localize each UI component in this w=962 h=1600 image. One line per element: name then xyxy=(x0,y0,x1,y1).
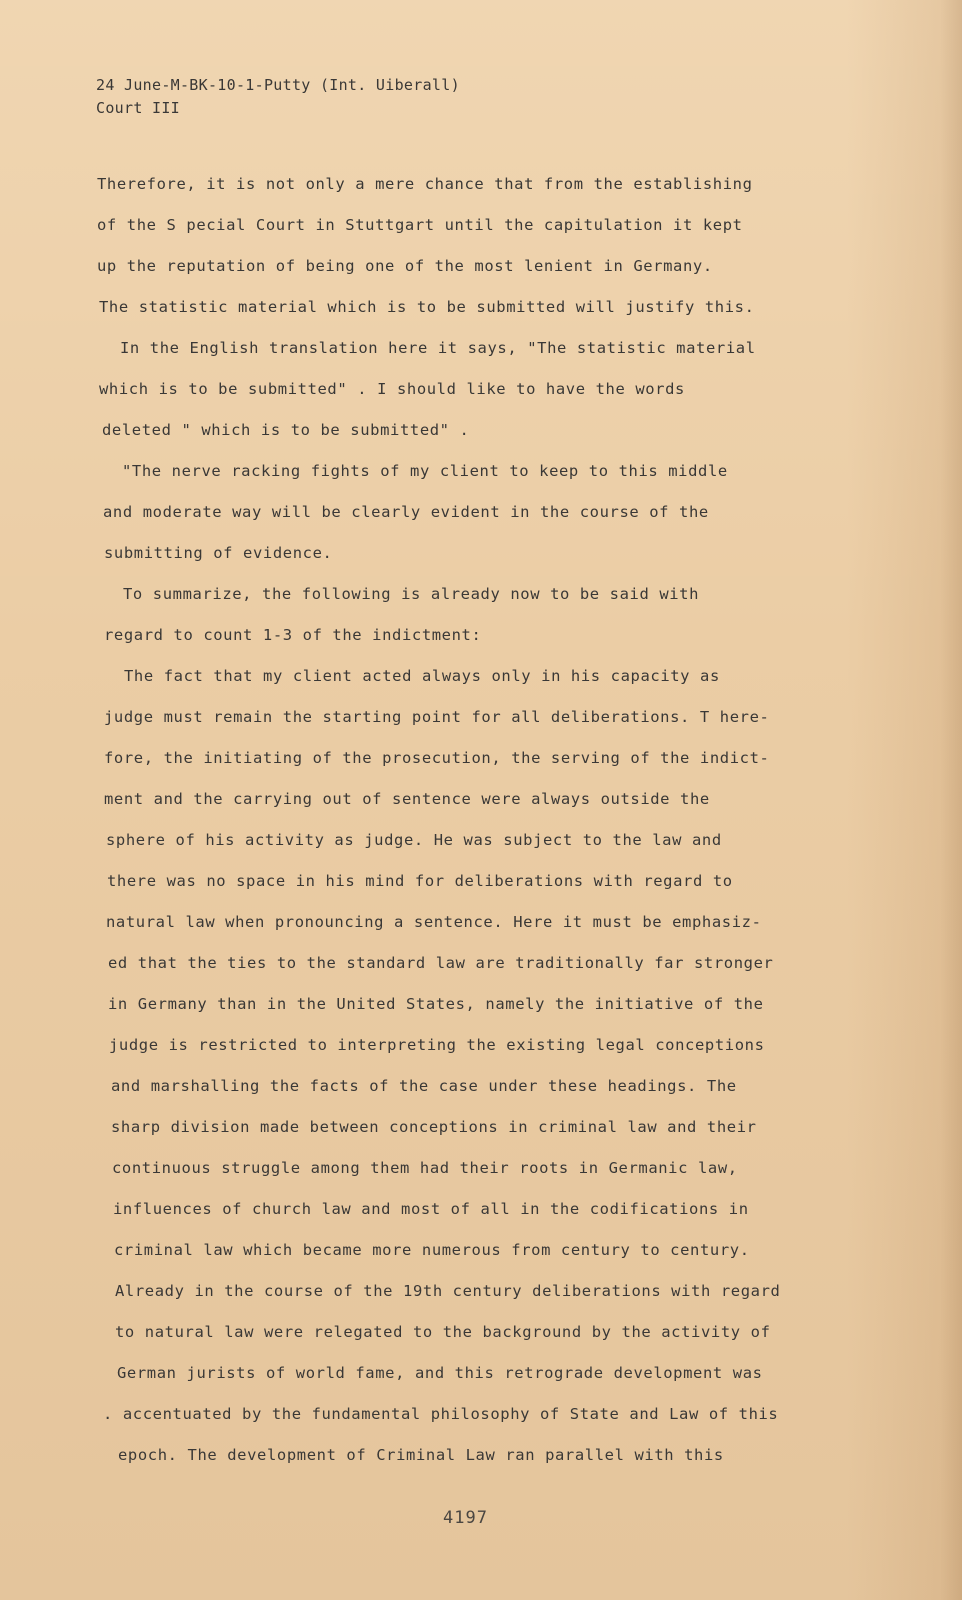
text-line: ed that the ties to the standard law are traditionally far stronger xyxy=(108,954,774,972)
text-line: and moderate way will be clearly evident in the course of the xyxy=(103,503,709,521)
text-line: judge must remain the starting point for all deliberations. T here- xyxy=(104,708,770,726)
text-line: In the English translation here it says, "The statistic material xyxy=(120,339,756,357)
text-line: The fact that my client acted always only in his capacity as xyxy=(124,667,720,685)
text-line: continuous struggle among them had their roots in Germanic law, xyxy=(112,1159,738,1177)
text-line: up the reputation of being one of the most lenient in Germany. xyxy=(97,257,713,275)
header-session-line: 24 June-M-BK-10-1-Putty (Int. Uiberall) xyxy=(96,76,460,94)
text-line: judge is restricted to interpreting the existing legal conceptions xyxy=(109,1036,765,1054)
text-line: Already in the course of the 19th century deliberations with regard xyxy=(115,1282,781,1300)
text-line: sphere of his activity as judge. He was subject to the law and xyxy=(106,831,722,849)
text-line: deleted " which is to be submitted" . xyxy=(102,421,470,439)
text-line: . accentuated by the fundamental philosophy of State and Law of this xyxy=(103,1405,779,1423)
text-line: to natural law were relegated to the background by the activity of xyxy=(115,1323,771,1341)
text-line: criminal law which became more numerous from century to century. xyxy=(114,1241,750,1259)
text-line: in Germany than in the United States, namely the initiative of the xyxy=(108,995,764,1013)
text-line: ment and the carrying out of sentence were always outside the xyxy=(104,790,710,808)
text-line: To summarize, the following is already now to be said with xyxy=(123,585,700,603)
text-line: "The nerve racking fights of my client to keep to this middle xyxy=(122,462,728,480)
text-line: fore, the initiating of the prosecution, the serving of the indict- xyxy=(104,749,770,767)
text-line: there was no space in his mind for deliberations with regard to xyxy=(107,872,733,890)
text-line: epoch. The development of Criminal Law ran parallel with this xyxy=(118,1446,724,1464)
text-line: which is to be submitted" . I should like to have the words xyxy=(99,380,685,398)
text-line: Therefore, it is not only a mere chance that from the establishing xyxy=(97,175,753,193)
document-header xyxy=(96,74,460,120)
text-line: submitting of evidence. xyxy=(104,544,333,562)
text-line: influences of church law and most of all in the codifications in xyxy=(113,1200,749,1218)
page-number: 4197 xyxy=(443,1508,488,1528)
text-line: of the S pecial Court in Stuttgart until the capitulation it kept xyxy=(97,216,743,234)
text-line: natural law when pronouncing a sentence. Here it must be emphasiz- xyxy=(106,913,762,931)
text-line: regard to count 1-3 of the indictment: xyxy=(104,626,482,644)
text-line: sharp division made between conceptions in criminal law and their xyxy=(111,1118,757,1136)
header-court-line: Court III xyxy=(96,99,180,117)
text-line: and marshalling the facts of the case under these headings. The xyxy=(111,1077,737,1095)
text-line: The statistic material which is to be submitted will justify this. xyxy=(99,298,755,316)
text-line: German jurists of world fame, and this retrograde development was xyxy=(117,1364,763,1382)
